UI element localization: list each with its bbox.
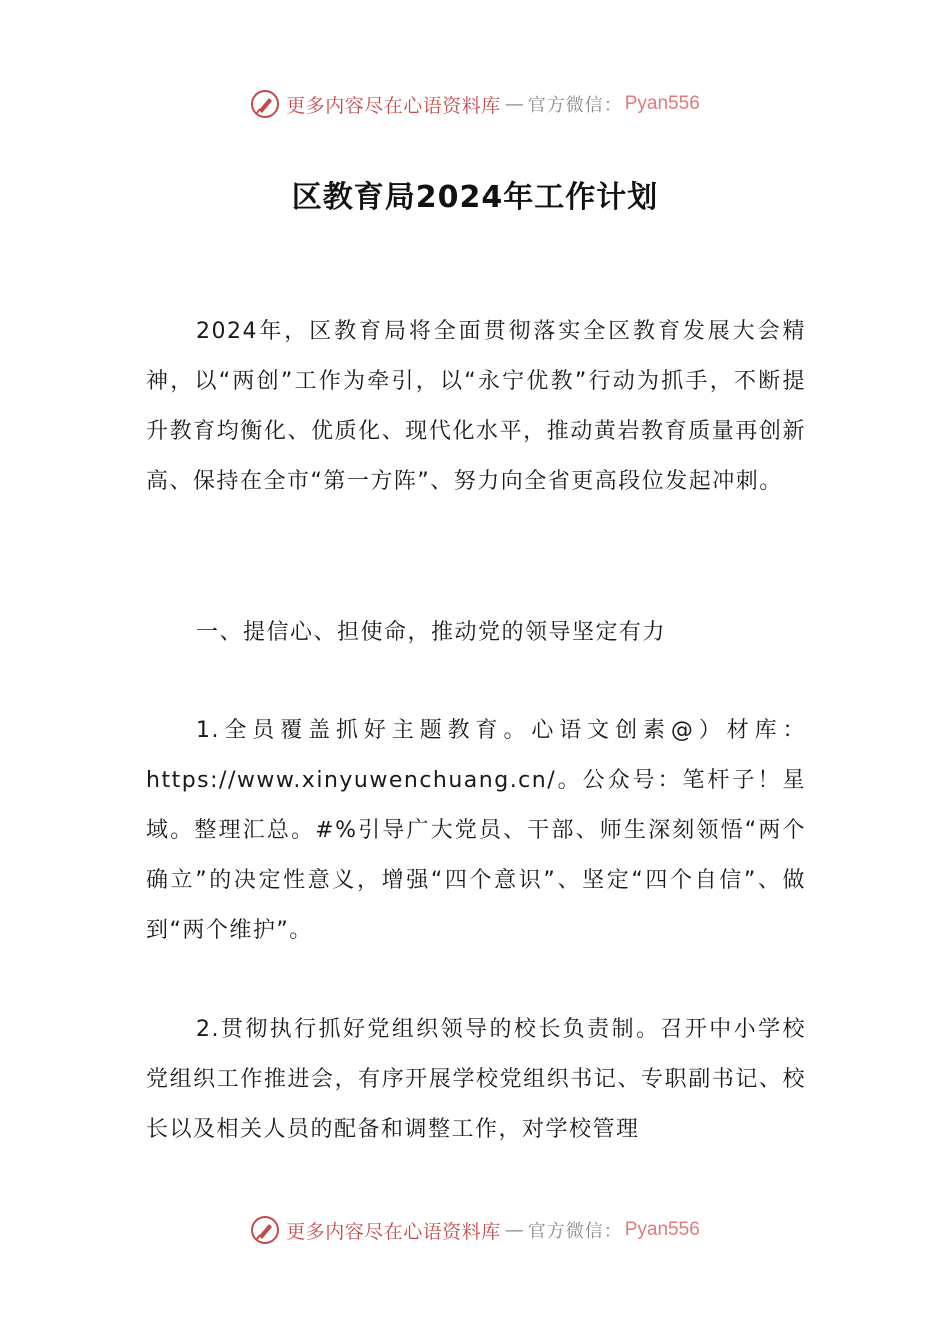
watermark-wechat-id: Pyan556 bbox=[624, 1219, 700, 1240]
item-1-paragraph: 1.全员覆盖抓好主题教育。心语文创素@）材库：https://www.xinyuwenchuang.cn/。公众号：笔杆子！星域。整理汇总。#%引导广大党员、干部、师生深刻领悟“两个确立”的决定性意义，增强“四个意识”、坚定“四个自信”、做到“两个维护”。 bbox=[146, 718, 806, 943]
intro-paragraph: 2024年，区教育局将全面贯彻落实全区教育发展大会精神，以“两创”工作为牵引，以“永宁优教”行动为抓手，不断提升教育均衡化、优质化、现代化水平，推动黄岩教育质量再创新高、保持在全市“第一方阵”、努力向全省更高段位发起冲刺。 bbox=[146, 319, 806, 494]
watermark-text: 更多内容尽在心语资料库 bbox=[286, 1220, 501, 1243]
watermark-label: 官方微信： bbox=[527, 1221, 623, 1242]
pen-nib-circle-icon bbox=[250, 89, 280, 119]
pen-nib-circle-icon bbox=[250, 1215, 280, 1245]
header-watermark bbox=[0, 84, 950, 124]
watermark-text: 更多内容尽在心语资料库 bbox=[286, 94, 501, 117]
watermark-dash: — bbox=[504, 93, 524, 115]
watermark-label: 官方微信： bbox=[527, 95, 623, 116]
footer-watermark bbox=[0, 1210, 950, 1250]
watermark-dash: — bbox=[504, 1219, 524, 1241]
page-title: 区教育局2024年工作计划 bbox=[291, 180, 659, 215]
item-2-paragraph: 2.贯彻执行抓好党组织领导的校长负责制。召开中小学校党组织工作推进会，有序开展学校党组织书记、专职副书记、校长以及相关人员的配备和调整工作，对学校管理 bbox=[146, 1017, 806, 1142]
section-heading: 一、提信心、担使命，推动党的领导坚定有力 bbox=[196, 620, 667, 645]
watermark-wechat-id: Pyan556 bbox=[624, 93, 700, 114]
